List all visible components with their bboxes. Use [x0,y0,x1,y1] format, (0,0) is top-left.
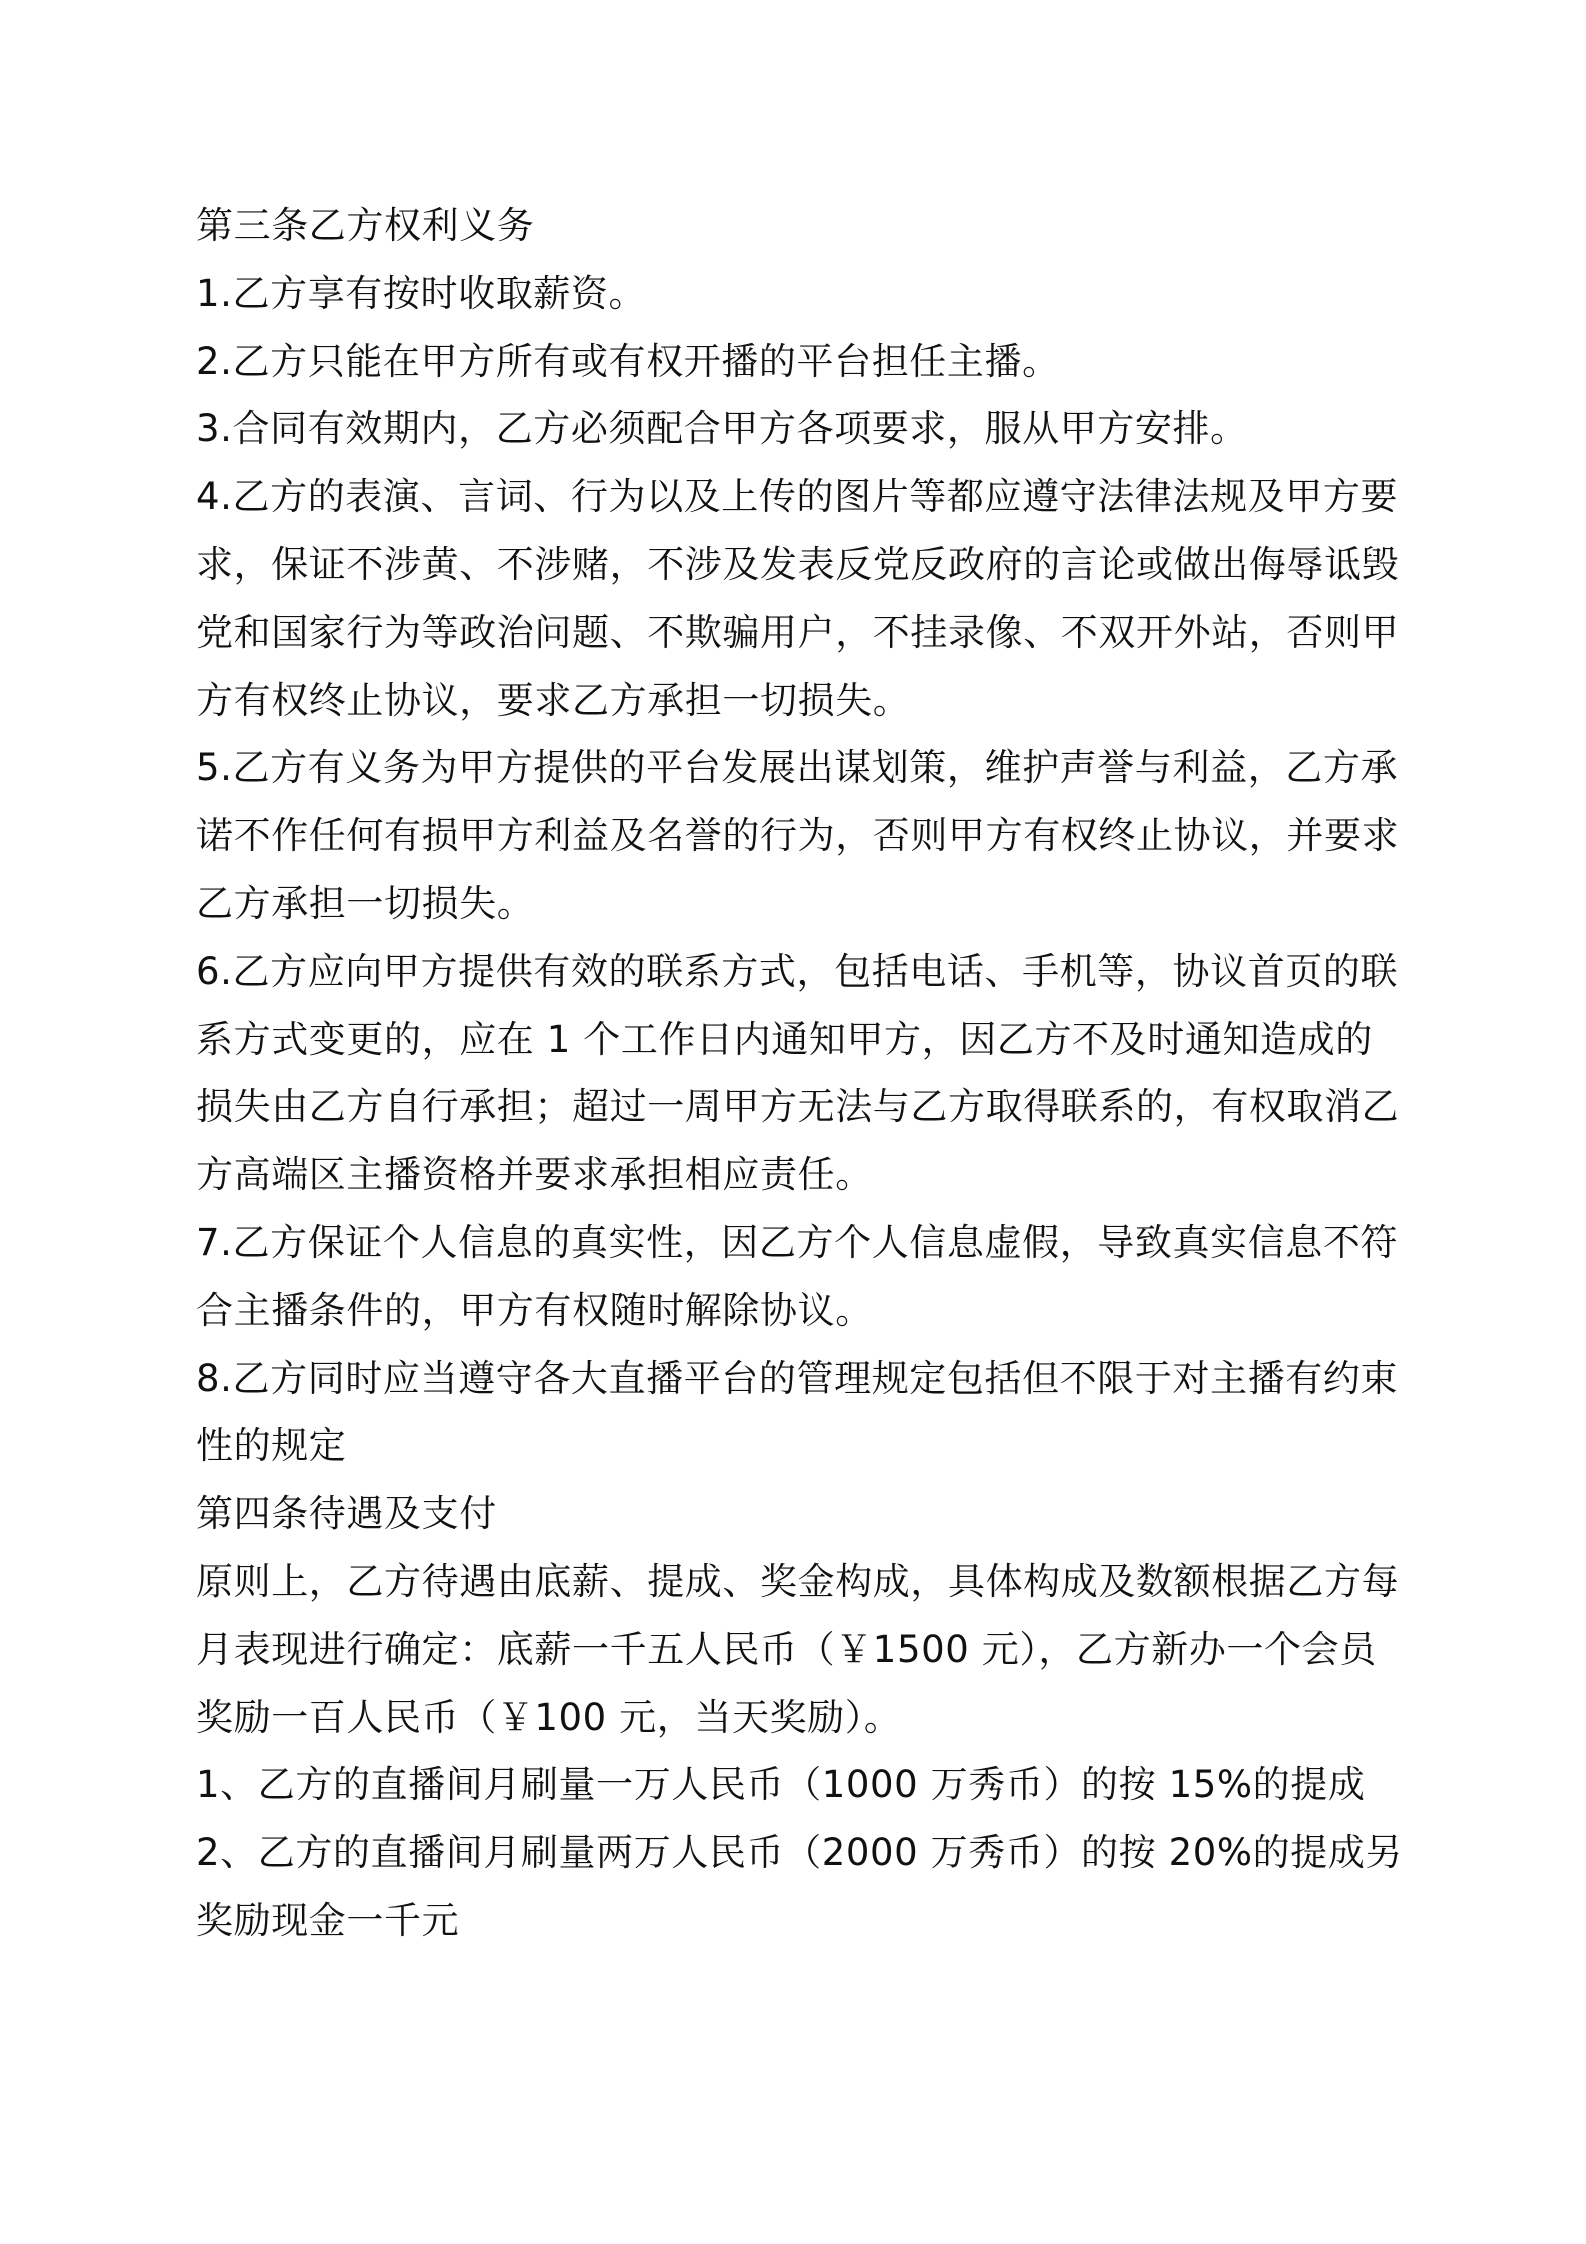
clause-paragraph: 2、乙方的直播间月刷量两万人民币（2000 万秀币）的按 20%的提成另奖励现金一千元 [196,1831,1404,1942]
clause-paragraph: 5.乙方有义务为甲方提供的平台发展出谋划策，维护声誉与利益，乙方承诺不作任何有损甲方利益及名誉的行为，否则甲方有权终止协议，并要求乙方承担一切损失。 [196,746,1400,925]
clause-paragraph: 4.乙方的表演、言词、行为以及上传的图片等都应遵守法律法规及甲方要求，保证不涉黄、不涉赌，不涉及发表反党反政府的言论或做出侮辱诋毁党和国家行为等政治问题、不欺骗用户，不挂录像、不双开外站，否则甲方有权终止协议，要求乙方承担一切损失。 [196,475,1400,722]
section-heading-article-3: 第三条乙方权利义务 [196,204,535,247]
clause-paragraph: 原则上，乙方待遇由底薪、提成、奖金构成，具体构成及数额根据乙方每月表现进行确定：底薪一千五人民币（￥1500 元），乙方新办一个会员奖励一百人民币（￥100 元，当天奖励）。 [196,1559,1400,1739]
clause-paragraph: 7.乙方保证个人信息的真实性，因乙方个人信息虚假，导致真实信息不符合主播条件的，甲方有权随时解除协议。 [196,1220,1399,1332]
clause-paragraph: 1.乙方享有按时收取薪资。 [196,271,647,315]
document-body [196,192,1406,1955]
clause-paragraph: 8.乙方同时应当遵守各大直播平台的管理规定包括但不限于对主播有约束性的规定 [196,1356,1399,1468]
clause-paragraph: 2.乙方只能在甲方所有或有权开播的平台担任主播。 [196,339,1060,383]
section-heading-article-4: 第四条待遇及支付 [196,1492,497,1536]
clause-paragraph: 3.合同有效期内，乙方必须配合甲方各项要求，服从甲方安排。 [196,407,1248,451]
clause-paragraph: 6.乙方应向甲方提供有效的联系方式，包括电话、手机等，协议首页的联系方式变更的，应在 1 个工作日内通知甲方，因乙方不及时通知造成的损失由乙方自行承担；超过一周甲方无法与乙方取得联系的，有权取消乙方高端区主播资格并要求承担相应责任。 [196,949,1400,1197]
clause-paragraph: 1、乙方的直播间月刷量一万人民币（1000 万秀币）的按 15%的提成 [196,1763,1366,1807]
